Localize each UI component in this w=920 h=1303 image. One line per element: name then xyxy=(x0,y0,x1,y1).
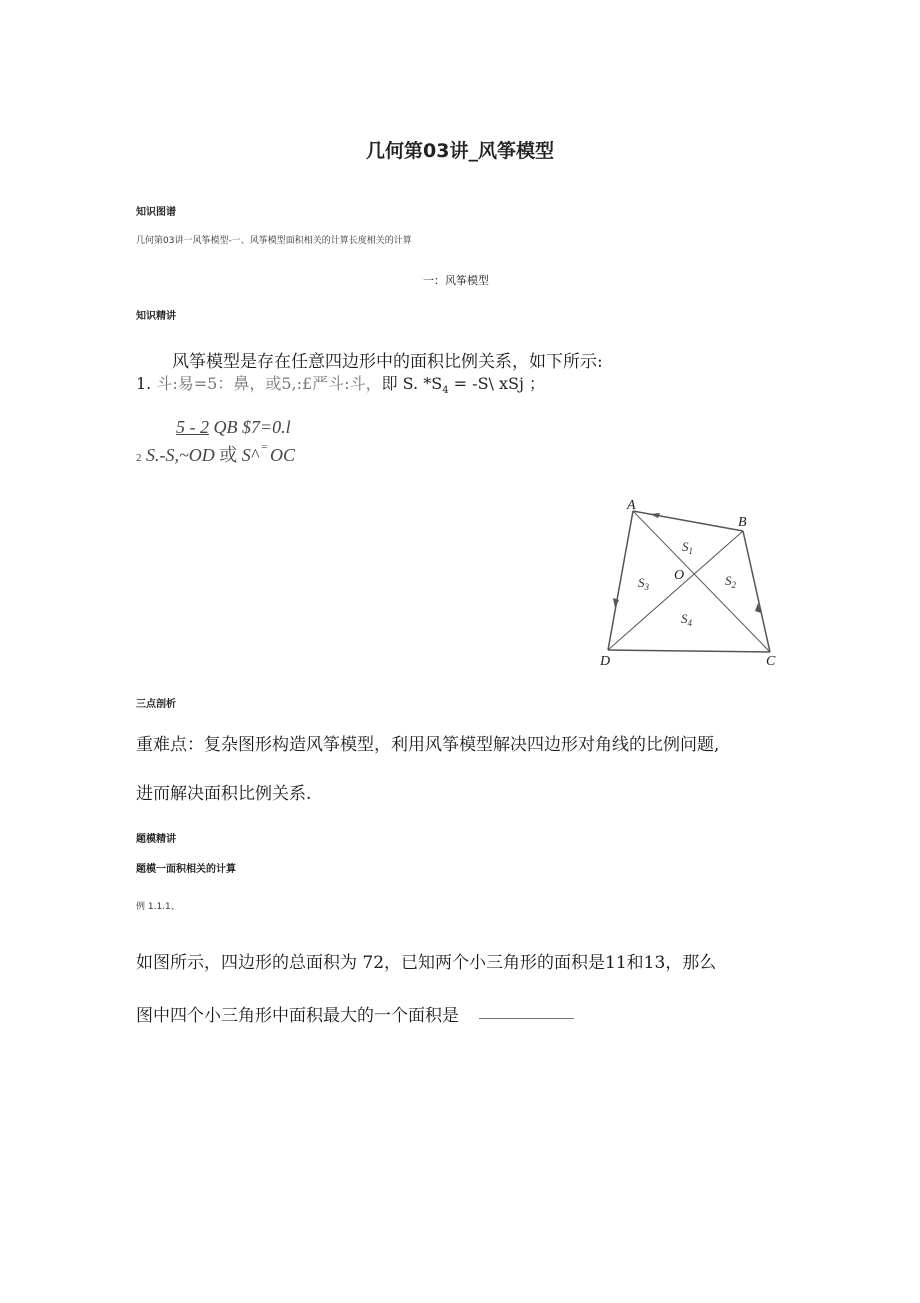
section-heading-one: 一：风筝模型 xyxy=(423,274,489,287)
page-title: 几何第03讲_风筝模型 xyxy=(366,140,554,162)
edge-da xyxy=(608,511,633,650)
formula-one-product: 即 S. *S xyxy=(381,374,443,393)
formula-two-eq: = xyxy=(258,441,271,453)
formula-one-ratio: 斗:易=5：鼻，或5,:£严斗:斗， xyxy=(156,374,382,393)
problem-line-1: 如图所示，四边形的总面积为 72，已知两个小三角形的面积是11和13，那么 xyxy=(136,953,717,973)
vertex-d: D xyxy=(600,654,611,669)
area-s3: $S_3$ xyxy=(638,575,649,592)
area-s4: $S_4$ xyxy=(681,611,692,628)
edge-cd xyxy=(608,650,770,652)
vertex-o: O xyxy=(674,568,685,583)
breadcrumb: 几何第03讲一风筝模型-一、风筝模型面积相关的计算长度相关的计算 xyxy=(136,236,412,246)
diagonal-bd xyxy=(608,531,743,650)
diagonal-ac xyxy=(633,511,770,652)
example-label: 例 1.1.1、 xyxy=(136,902,180,912)
area-s1: $S_1$ xyxy=(682,539,693,556)
vertex-a: A xyxy=(627,498,636,513)
difficulty-line-1: 重难点：复杂图形构造风筝模型，利用风筝模型解决四边形对角线的比例问题, xyxy=(136,735,720,755)
edge-bc xyxy=(743,531,770,652)
formula-two-part-c: OC xyxy=(270,445,296,465)
formula-two-or: 或 xyxy=(214,445,242,465)
section-knowledge-lecture: 知识精讲 xyxy=(136,311,176,322)
formula-two-part-a: S.-S,~OD xyxy=(146,445,215,465)
formula-two-part-b: S^ xyxy=(241,445,259,465)
formula-two-number: 2 xyxy=(136,452,142,464)
intro-text: 风筝模型是存在任意四边形中的面积比例关系，如下所示: xyxy=(172,352,603,372)
formula-two-numerator: 5 - 2 xyxy=(176,417,209,437)
answer-blank[interactable] xyxy=(479,1018,574,1019)
area-s2: $S_2$ xyxy=(725,573,736,590)
kite-model-figure xyxy=(590,495,790,675)
formula-one-subscript: 4 xyxy=(442,385,449,397)
formula-one xyxy=(136,371,545,396)
section-three-points: 三点剖析 xyxy=(136,699,176,710)
vertex-b: B xyxy=(738,515,747,530)
section-knowledge-map: 知识图谱 xyxy=(136,207,176,218)
formula-one-product-rest: = -S\ xSj ； xyxy=(448,374,546,393)
section-problem-model-one: 题模一面积相关的计算 xyxy=(136,864,236,875)
formula-two-line2 xyxy=(136,441,295,467)
section-problem-models: 题模精讲 xyxy=(136,834,176,845)
problem-line-2: 图中四个小三角形中面积最大的一个面积是 xyxy=(136,1006,459,1026)
formula-two-line1 xyxy=(176,417,291,438)
formula-two-line1-rest: QB $7=0.l xyxy=(209,417,291,437)
difficulty-line-2: 进而解决面积比例关系. xyxy=(136,784,312,804)
vertex-c: C xyxy=(766,654,776,669)
formula-one-number: 1. xyxy=(136,374,157,393)
